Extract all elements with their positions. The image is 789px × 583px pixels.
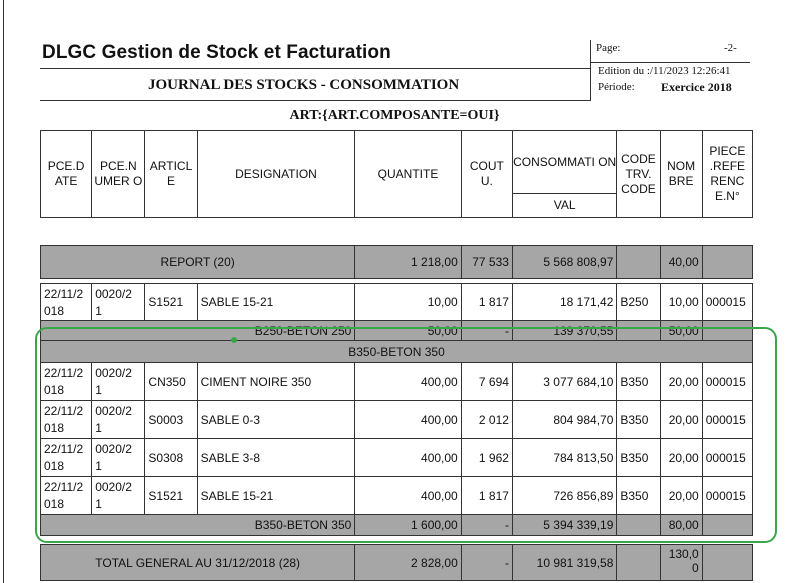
cell-consommation: 804 984,70 (512, 401, 616, 439)
cell-nombre: 10,00 (660, 284, 702, 321)
report-table (40, 245, 753, 279)
total-nombre: 130,0 0 (660, 545, 702, 581)
cell-piece: 000015 (702, 477, 752, 515)
cell-quantite: 400,00 (355, 401, 461, 439)
cell-cout: 2 012 (461, 401, 512, 439)
cell-numero: 0020/2 1 (92, 439, 145, 477)
cell-date: 22/11/2 018 (41, 284, 92, 321)
col-header-designation: DESIGNATION (197, 131, 355, 218)
total-cout: - (461, 545, 512, 581)
cell-nombre: 20,00 (660, 439, 702, 477)
divider (590, 62, 750, 63)
page-number: -2- (724, 42, 737, 54)
col-header-article: ARTICL E (145, 131, 197, 218)
total-label: TOTAL GENERAL AU 31/12/2018 (28) (41, 545, 355, 581)
cell-article: S1521 (145, 284, 197, 321)
group-header-b350: B350-BETON 350 (41, 341, 753, 363)
cell-consommation: 18 171,42 (512, 284, 616, 321)
cell-code: B350 (617, 363, 660, 401)
col-header-code: CODE TRV. CODE (617, 131, 660, 218)
cell-numero: 0020/2 1 (92, 401, 145, 439)
cell-quantite: 10,00 (355, 284, 461, 321)
cell-consommation: 726 856,89 (512, 477, 616, 515)
cell-consommation: 3 077 684,10 (512, 363, 616, 401)
subtotal-nombre: 50,00 (660, 321, 702, 341)
subtotal-label: B350-BETON 350 (41, 515, 355, 536)
cell-date: 22/11/2 018 (41, 477, 92, 515)
cell-quantite: 400,00 (355, 477, 461, 515)
cell-date: 22/11/2 018 (41, 401, 92, 439)
total-code (617, 545, 660, 581)
period-value: Exercice 2018 (661, 80, 732, 94)
cell-date: 22/11/2 018 (41, 363, 92, 401)
cell-cout: 1 817 (461, 284, 512, 321)
table-row (41, 284, 753, 321)
total-row (41, 545, 753, 581)
period-label: Période: (598, 81, 635, 93)
col-header-cout: COUT U. (461, 131, 512, 218)
divider (590, 40, 591, 101)
col-header-consommation (512, 131, 616, 218)
cell-numero: 0020/2 1 (92, 363, 145, 401)
cell-piece: 000015 (702, 363, 752, 401)
cell-article: S0308 (145, 439, 197, 477)
cell-designation: SABLE 0-3 (197, 401, 355, 439)
edition-label: Edition du : (598, 65, 650, 77)
cell-code: B350 (617, 401, 660, 439)
cell-designation: SABLE 15-21 (197, 284, 355, 321)
cell-article: S0003 (145, 401, 197, 439)
col-header-date: PCE.D ATE (41, 131, 92, 218)
total-piece (702, 545, 752, 581)
app-title: DLGC Gestion de Stock et Facturation (42, 42, 391, 63)
cell-cout: 1 962 (461, 439, 512, 477)
cell-piece: 000015 (702, 401, 752, 439)
cell-numero: 0020/2 1 (92, 284, 145, 321)
col-header-quantite: QUANTITE (355, 131, 461, 218)
subtotal-nombre: 80,00 (660, 515, 702, 536)
highlight-handle (231, 337, 237, 343)
cell-nombre: 20,00 (660, 401, 702, 439)
page-label: Page: (596, 42, 621, 54)
column-header-table (40, 130, 753, 218)
report-title: JOURNAL DES STOCKS - CONSOMMATION (148, 77, 460, 93)
col-header-piece: PIECE .REFE RENC E.N° (702, 131, 752, 218)
divider (40, 68, 590, 69)
report-consommation: 5 568 808,97 (512, 246, 616, 279)
edition-date: /11/2023 12:26:41 (649, 65, 731, 77)
cell-piece: 000015 (702, 439, 752, 477)
col-header-consommation-label: CONSOMMATI ON (513, 131, 616, 194)
page-edge (3, 0, 4, 583)
highlight-box (35, 327, 777, 543)
col-header-nombre: NOM BRE (660, 131, 702, 218)
cell-cout: 7 694 (461, 363, 512, 401)
total-quantite: 2 828,00 (355, 545, 461, 581)
report-cout: 77 533 (461, 246, 512, 279)
subtotal-cout: - (461, 515, 512, 536)
subtotal-quantite: 1 600,00 (355, 515, 461, 536)
cell-code: B350 (617, 439, 660, 477)
cell-article: CN350 (145, 363, 197, 401)
report-nombre: 40,00 (660, 246, 702, 279)
cell-quantite: 400,00 (355, 439, 461, 477)
subtotal-consommation: 139 370,55 (512, 321, 616, 341)
cell-designation: CIMENT NOIRE 350 (197, 363, 355, 401)
report-label: REPORT (20) (41, 246, 355, 279)
subtotal-label: B250-BETON 250 (41, 321, 355, 341)
report-quantite: 1 218,00 (355, 246, 461, 279)
divider (40, 100, 590, 101)
report-row (41, 246, 753, 279)
subtotal-cout: - (461, 321, 512, 341)
cell-cout: 1 817 (461, 477, 512, 515)
cell-date: 22/11/2 018 (41, 439, 92, 477)
total-consommation: 10 981 319,58 (512, 545, 616, 581)
cell-designation: SABLE 3-8 (197, 439, 355, 477)
cell-code: B350 (617, 477, 660, 515)
report-piece (702, 246, 752, 279)
cell-code: B250 (617, 284, 660, 321)
cell-quantite: 400,00 (355, 363, 461, 401)
filter-line: ART:{ART.COMPOSANTE=OUI} (289, 108, 500, 123)
cell-consommation: 784 813,50 (512, 439, 616, 477)
cell-piece: 000015 (702, 284, 752, 321)
cell-nombre: 20,00 (660, 477, 702, 515)
cell-numero: 0020/2 1 (92, 477, 145, 515)
total-table (40, 544, 753, 581)
subtotal-quantite: 50,00 (355, 321, 461, 341)
cell-article: S1521 (145, 477, 197, 515)
report-code (617, 246, 660, 279)
col-header-val: VAL (553, 198, 576, 212)
subtotal-consommation: 5 394 339,19 (512, 515, 616, 536)
col-header-numero: PCE.N UMER O (92, 131, 145, 218)
cell-nombre: 20,00 (660, 363, 702, 401)
cell-designation: SABLE 15-21 (197, 477, 355, 515)
